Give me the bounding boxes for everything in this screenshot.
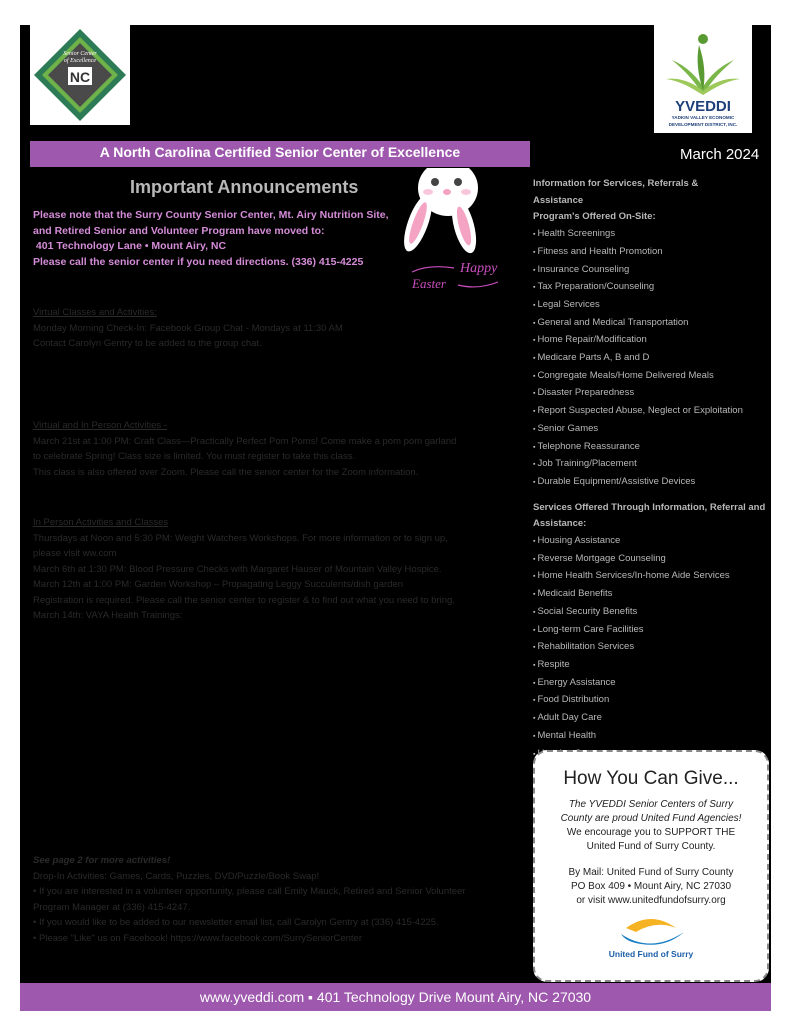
activity-line: to celebrate Spring! Class size is limited. You must register to take this class. [33,451,356,462]
service-item: ▪ Home Health Services/In-home Aide Services [533,568,773,586]
service-item: ▪ Telephone Reassurance [533,439,773,457]
svg-text:Happy: Happy [460,261,498,276]
move-notice [33,208,413,270]
service-item: ▪ Medicare Parts A, B and D [533,350,773,368]
activity-line: Drop-In Activities: Games, Cards, Puzzles, DVD/Puzzle/Book Swap! [33,870,320,882]
move-notice-address: 401 Technology Lane • Mount Airy, NC [33,240,227,252]
mail-line: PO Box 409 • Mount Airy, NC 27030 [570,881,732,892]
service-item: ▪ Social Security Benefits [533,604,773,622]
service-item: ▪ Disaster Preparedness [533,385,773,403]
easter-bunny-illustration [398,168,506,293]
services-heading: Assistance [533,194,584,206]
give-italic-line: The YVEDDI Senior Centers of Surry [568,799,734,810]
give-italic-line: County are proud United Fund Agencies! [560,813,742,824]
activity-line: March 12th at 1:00 PM: Garden Workshop – Propagating Leggy Succulents/dish garden [33,579,404,590]
activity-line: please visit ww.com [33,548,117,559]
senior-center-excellence-logo [30,25,130,125]
give-title: How You Can Give... [563,768,739,789]
yveddi-logo [654,25,752,133]
service-item: ▪ Tax Preparation/Counseling [533,279,773,297]
move-notice-line: and Retired Senior and Volunteer Program have moved to: [33,224,325,237]
activity-line: Registration is required. Please call the senior center to register & to find out what you need to bring. [33,594,455,606]
service-item: ▪ Medicaid Benefits [533,586,773,604]
move-notice-line: Please note that the Surry County Senior Center, Mt. Airy Nutrition Site, [33,209,389,221]
announcements-title: Important Announcements [130,177,359,197]
activity-line: • If you would like to be added to our newsletter email list, call Carolyn Gentry at (336) 415-4225. [33,917,439,928]
section-heading: In Person Activities and Classes [33,517,169,528]
service-item: ▪ Durable Equipment/Assistive Devices [533,474,773,492]
service-item: ▪ General and Medical Transportation [533,315,773,333]
svg-text:Senior Center: Senior Center [63,51,97,57]
onsite-list [533,226,773,492]
activity-line: March 6th at 1:30 PM: Blood Pressure Checks with Margaret Hauser of Mountain Valley Hospice. [33,563,442,575]
move-notice-line: Please call the senior center if you need directions. (336) 415-4225 [33,255,364,268]
activity-line: March 14th: VAYA Health Trainings: [33,610,183,621]
service-item: ▪ Housing Assistance [533,533,773,551]
referral-list [533,533,773,763]
service-item: ▪ Rehabilitation Services [533,639,773,657]
virtual-classes-section [33,305,523,352]
svg-text:Easter: Easter [412,276,446,291]
mail-line: By Mail: United Fund of Surry County [568,867,734,878]
activity-line: Thursdays at Noon and 5:30 PM: Weight Watchers Workshops. For more information or to sign up, [33,532,448,544]
service-item: ▪ Senior Games [533,421,773,439]
activity-line: March 21st at 1:00 PM: Craft Class—Practically Perfect Pom Poms! Come make a pom pom garland [33,435,457,447]
svg-text:NC: NC [69,69,91,85]
service-item: ▪ Reverse Mortgage Counseling [533,551,773,569]
service-item: ▪ Home Repair/Modification [533,332,773,350]
service-item: ▪ Long-term Care Facilities [533,622,773,640]
service-item: ▪ Fitness and Health Promotion [533,244,773,262]
service-item: ▪ Energy Assistance [533,675,773,693]
activity-line: This class is also offered over Zoom. Please call the senior center for the Zoom information. [33,466,419,478]
in-person-section [33,515,523,624]
service-item: ▪ Respite [533,657,773,675]
section-heading: Virtual Classes and Activities: [33,307,157,318]
activity-line: Monday Morning Check-In: Facebook Group Chat - Mondays at 11:30 AM [33,322,343,334]
svg-text:United Fund of Surry: United Fund of Surry [608,949,694,959]
virtual-in-person-section [33,418,523,480]
activity-line: Contact Carolyn Gentry to be added to the group chat. [33,338,262,349]
footer-bar: www.yveddi.com ▪ 401 Technology Drive Mount Airy, NC 27030 [20,983,771,1011]
services-heading: Information for Services, Referrals & [533,178,699,189]
activity-line: • If you are interested in a volunteer opportunity, please call Emily Mauck, Retired and Senior Volunteer [33,886,466,897]
svg-text:of Excellence: of Excellence [63,58,97,64]
mail-line: or visit www.unitedfundofsurry.org [576,895,726,906]
service-item: ▪ Health Screenings [533,226,773,244]
service-item: ▪ Insurance Counseling [533,262,773,280]
service-item: ▪ Job Training/Placement [533,456,773,474]
services-column [533,176,773,763]
svg-text:YVEDDI: YVEDDI [675,98,731,115]
united-fund-logo [535,914,767,965]
service-item: ▪ Legal Services [533,297,773,315]
service-item: ▪ Food Distribution [533,692,773,710]
united-fund-hands-icon [596,914,706,960]
give-line: We encourage you to SUPPORT THE [566,827,736,838]
activity-line: See page 2 for more activities! [33,855,171,866]
activity-line: Program Manager at (336) 415-4247. [33,901,191,913]
service-item: ▪ Report Suspected Abuse, Neglect or Exploitation [533,403,773,421]
more-activities-section [33,853,523,946]
certification-banner: A North Carolina Certified Senior Center of Excellence [30,141,530,167]
activity-line: • Please "Like" us on Facebook! https://www.facebook.com/SurrySeniorCenter [33,932,363,944]
section-heading: Virtual and In Person Activities - [33,420,167,431]
referral-heading: Services Offered Through Information, Referral and [533,501,766,513]
how-you-can-give-box [533,750,769,982]
svg-text:DEVELOPMENT DISTRICT, INC.: DEVELOPMENT DISTRICT, INC. [668,122,738,127]
svg-text:YADKIN VALLEY ECONOMIC: YADKIN VALLEY ECONOMIC [671,115,735,120]
service-item: ▪ Congregate Meals/Home Delivered Meals [533,368,773,386]
referral-heading: Assistance: [533,518,587,530]
give-line: United Fund of Surry County. [586,841,716,852]
issue-date: March 2024 [680,146,760,163]
service-item: ▪ Mental Health [533,728,773,746]
onsite-heading: Program's Offered On-Site: [533,211,656,223]
service-item: ▪ Adult Day Care [533,710,773,728]
